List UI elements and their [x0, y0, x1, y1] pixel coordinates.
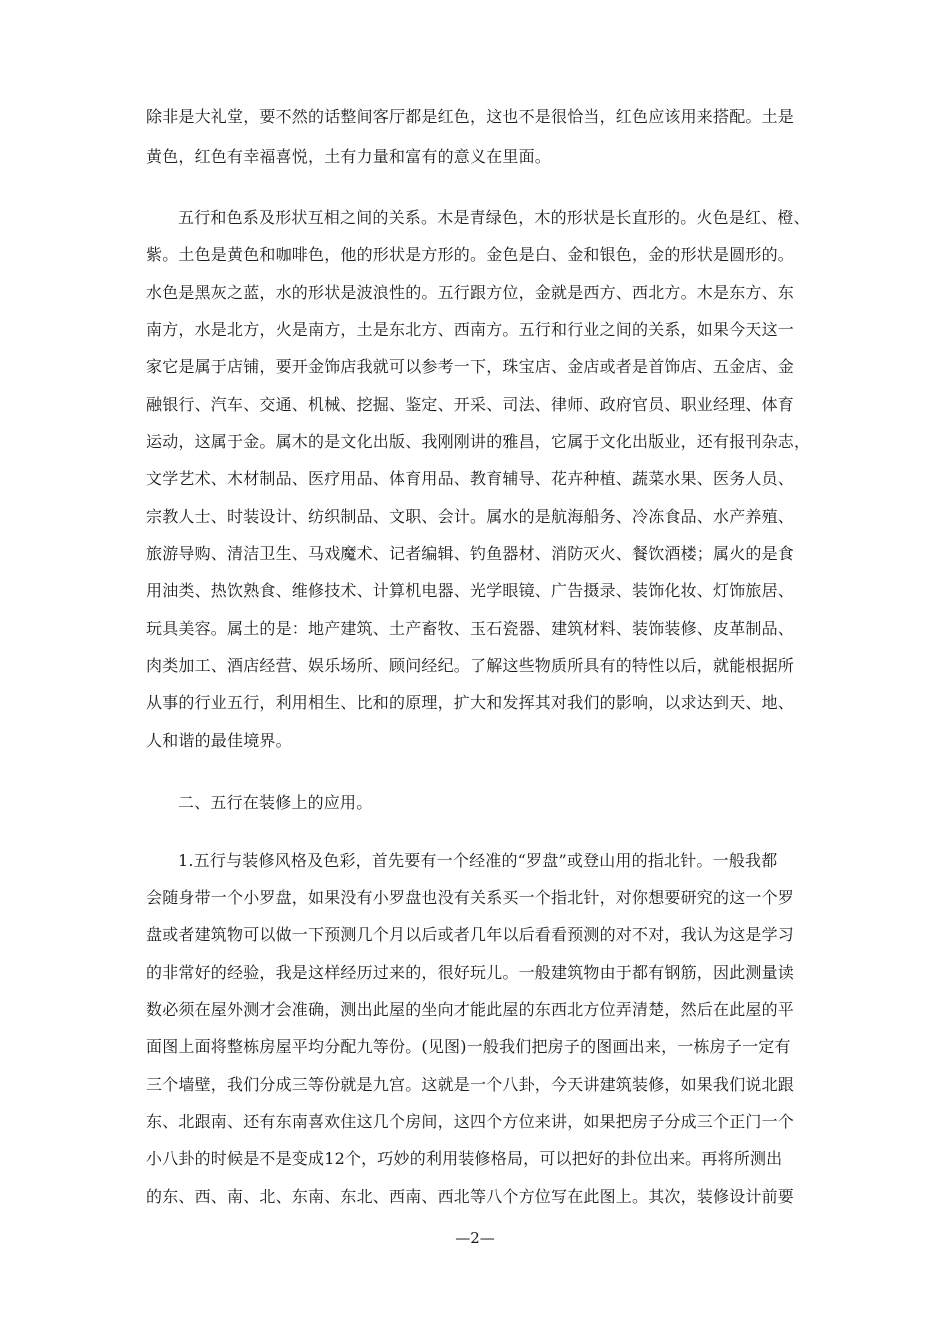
text-line: 三个墙壁，我们分成三等份就是九宫。这就是一个八卦，今天讲建筑装修，如果我们说北跟: [146, 1075, 795, 1094]
text-line: 数必须在屋外测才会准确，测出此屋的坐向才能此屋的东西北方位弄清楚，然后在此屋的平: [146, 1000, 795, 1019]
text-line: 会随身带一个小罗盘，如果没有小罗盘也没有关系买一个指北针，对你想要研究的这一个罗: [146, 888, 795, 907]
text-line: 文学艺术、木材制品、医疗用品、体育用品、教育辅导、花卉种植、蔬菜水果、医务人员、: [146, 469, 795, 488]
text-line: 融银行、汽车、交通、机械、挖掘、鉴定、开采、司法、律师、政府官员、职业经理、体育: [146, 395, 795, 414]
text-line: 小八卦的时候是不是变成12个，巧妙的利用装修格局，可以把好的卦位出来。再将所测出: [146, 1149, 783, 1168]
text-line: 旅游导购、清洁卫生、马戏魔术、记者编辑、钓鱼器材、消防灭火、餐饮酒楼；属火的是食: [146, 544, 795, 563]
text-line: 南方，水是北方，火是南方，土是东北方、西南方。五行和行业之间的关系，如果今天这一: [146, 320, 795, 339]
paragraph-first-line: 五行和色系及形状互相之间的关系。木是青绿色，木的形状是长直形的。火色是红、橙、: [178, 208, 810, 227]
text-line: 除非是大礼堂，要不然的话整间客厅都是红色，这也不是很恰当，红色应该用来搭配。土是: [146, 107, 795, 126]
text-line: 肉类加工、酒店经营、娱乐场所、顾问经纪。了解这些物质所具有的特性以后，就能根据所: [146, 656, 795, 675]
section-heading: 二、五行在装修上的应用。: [178, 793, 373, 812]
text-line: 从事的行业五行，利用相生、比和的原理，扩大和发挥其对我们的影响，以求达到天、地、: [146, 693, 795, 712]
text-line: 面图上面将整栋房屋平均分配九等份。(见图)一般我们把房子的图画出来，一栋房子一定有: [146, 1037, 791, 1056]
text-line: 人和谐的最佳境界。: [146, 731, 292, 750]
text-line: 运动，这属于金。属木的是文化出版、我刚刚讲的雅昌，它属于文化出版业，还有报刊杂志，: [146, 432, 811, 451]
text-line: 家它是属于店铺，要开金饰店我就可以参考一下，珠宝店、金店或者是首饰店、五金店、金: [146, 357, 795, 376]
paragraph-first-line: 1.五行与装修风格及色彩，首先要有一个经准的“罗盘”或登山用的指北针。一般我都: [178, 851, 778, 870]
text-line: 水色是黑灰之蓝，水的形状是波浪性的。五行跟方位，金就是西方、西北方。木是东方、东: [146, 283, 795, 302]
text-line: 玩具美容。属土的是：地产建筑、土产畜牧、玉石瓷器、建筑材料、装饰装修、皮革制品、: [146, 619, 795, 638]
text-line: 用油类、热饮熟食、维修技术、计算机电器、光学眼镜、广告摄录、装饰化妆、灯饰旅居、: [146, 581, 795, 600]
text-line: 的东、西、南、北、东南、东北、西南、西北等八个方位写在此图上。其次，装修设计前要: [146, 1187, 795, 1206]
page-number: —2—: [455, 1229, 495, 1247]
text-line: 宗教人士、时装设计、纺织制品、文职、会计。属水的是航海船务、冷冻食品、水产养殖、: [146, 507, 795, 526]
text-line: 盘或者建筑物可以做一下预测几个月以后或者几年以后看看预测的对不对，我认为这是学习: [146, 925, 795, 944]
text-line: 黄色，红色有幸福喜悦，土有力量和富有的意义在里面。: [146, 147, 552, 166]
text-line: 东、北跟南、还有东南喜欢住这几个房间，这四个方位来讲，如果把房子分成三个正门一个: [146, 1112, 795, 1131]
text-line: 紫。土色是黄色和咖啡色，他的形状是方形的。金色是白、金和银色，金的形状是圆形的。: [146, 245, 795, 264]
text-line: 的非常好的经验，我是这样经历过来的，很好玩儿。一般建筑物由于都有钢筋，因此测量读: [146, 963, 795, 982]
